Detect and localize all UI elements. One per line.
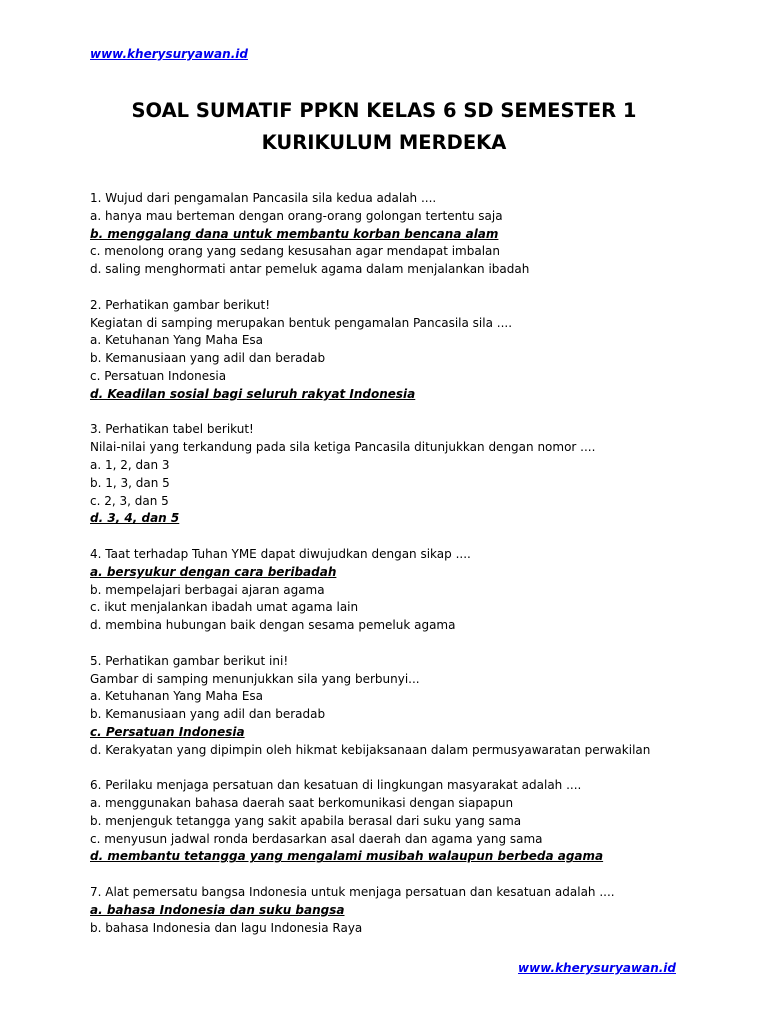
answer-option: b. Kemanusiaan yang adil dan beradab (90, 707, 326, 722)
answer-option: d. Kerakyatan yang dipimpin oleh hikmat kebijaksanaan dalam permusyawaratan perwakilan (90, 742, 651, 757)
question-text: 2. Perhatikan gambar berikut! (90, 297, 271, 312)
answer-option: b. 1, 3, dan 5 (90, 475, 170, 490)
correct-answer-option: b. menggalang dana untuk membantu korban bencana alam (90, 226, 499, 241)
answer-option: a. Ketuhanan Yang Maha Esa (90, 689, 264, 704)
answer-option: a. menggunakan bahasa daerah saat berkomunikasi dengan siapapun (90, 796, 514, 811)
question-block (90, 190, 690, 279)
document-title-line-1: SOAL SUMATIF PPKN KELAS 6 SD SEMESTER 1 (131, 99, 637, 122)
answer-option: b. menjenguk tetangga yang sakit apabila berasal dari suku yang sama (90, 813, 522, 828)
question-text: 4. Taat terhadap Tuhan YME dapat diwujudkan dengan sikap .... (90, 546, 471, 561)
answer-option: c. Persatuan Indonesia (90, 368, 227, 383)
answer-option: Kegiatan di samping merupakan bentuk pengamalan Pancasila sila .... (90, 315, 513, 330)
answer-option: b. mempelajari berbagai ajaran agama (90, 582, 325, 597)
correct-answer-option: a. bahasa Indonesia dan suku bangsa (90, 902, 345, 917)
answer-option: a. hanya mau berteman dengan orang-orang golongan tertentu saja (90, 208, 503, 223)
question-block (90, 421, 690, 528)
question-block (90, 546, 690, 635)
answer-option: c. menyusun jadwal ronda berdasarkan asal daerah dan agama yang sama (90, 831, 543, 846)
question-block (90, 884, 690, 937)
question-block (90, 777, 690, 866)
correct-answer-option: d. membantu tetangga yang mengalami musibah walaupun berbeda agama (90, 849, 604, 864)
question-text: 6. Perilaku menjaga persatuan dan kesatuan di lingkungan masyarakat adalah .... (90, 778, 582, 793)
correct-answer-option: a. bersyukur dengan cara beribadah (90, 564, 337, 579)
question-text: 7. Alat pemersatu bangsa Indonesia untuk menjaga persatuan dan kesatuan adalah .... (90, 885, 615, 900)
answer-option: d. membina hubungan baik dengan sesama pemeluk agama (90, 618, 456, 633)
question-text: 5. Perhatikan gambar berikut ini! (90, 653, 289, 668)
question-block (90, 297, 690, 404)
question-text: 3. Perhatikan tabel berikut! (90, 422, 254, 437)
correct-answer-option: d. Keadilan sosial bagi seluruh rakyat Indonesia (90, 386, 416, 401)
answer-option: a. 1, 2, dan 3 (90, 457, 170, 472)
answer-option: a. Ketuhanan Yang Maha Esa (90, 333, 264, 348)
question-list (90, 190, 690, 955)
answer-option: Gambar di samping menunjukkan sila yang berbunyi... (90, 671, 420, 686)
answer-option: b. Kemanusiaan yang adil dan beradab (90, 351, 326, 366)
answer-option: c. ikut menjalankan ibadah umat agama lain (90, 600, 359, 615)
document-title-line-2: KURIKULUM MERDEKA (261, 131, 507, 154)
correct-answer-option: c. Persatuan Indonesia (90, 724, 245, 739)
correct-answer-option: d. 3, 4, dan 5 (90, 511, 180, 526)
answer-option: d. saling menghormati antar pemeluk agama dalam menjalankan ibadah (90, 262, 530, 277)
question-text: 1. Wujud dari pengamalan Pancasila sila kedua adalah .... (90, 191, 437, 205)
header-website-link[interactable]: www.kherysuryawan.id (90, 47, 248, 61)
question-block (90, 653, 690, 760)
footer-website-link[interactable]: www.kherysuryawan.id (518, 961, 676, 975)
answer-option: Nilai-nilai yang terkandung pada sila ketiga Pancasila ditunjukkan dengan nomor .... (90, 440, 596, 455)
answer-option: b. bahasa Indonesia dan lagu Indonesia Raya (90, 920, 363, 935)
answer-option: c. 2, 3, dan 5 (90, 493, 169, 508)
answer-option: c. menolong orang yang sedang kesusahan agar mendapat imbalan (90, 244, 501, 259)
